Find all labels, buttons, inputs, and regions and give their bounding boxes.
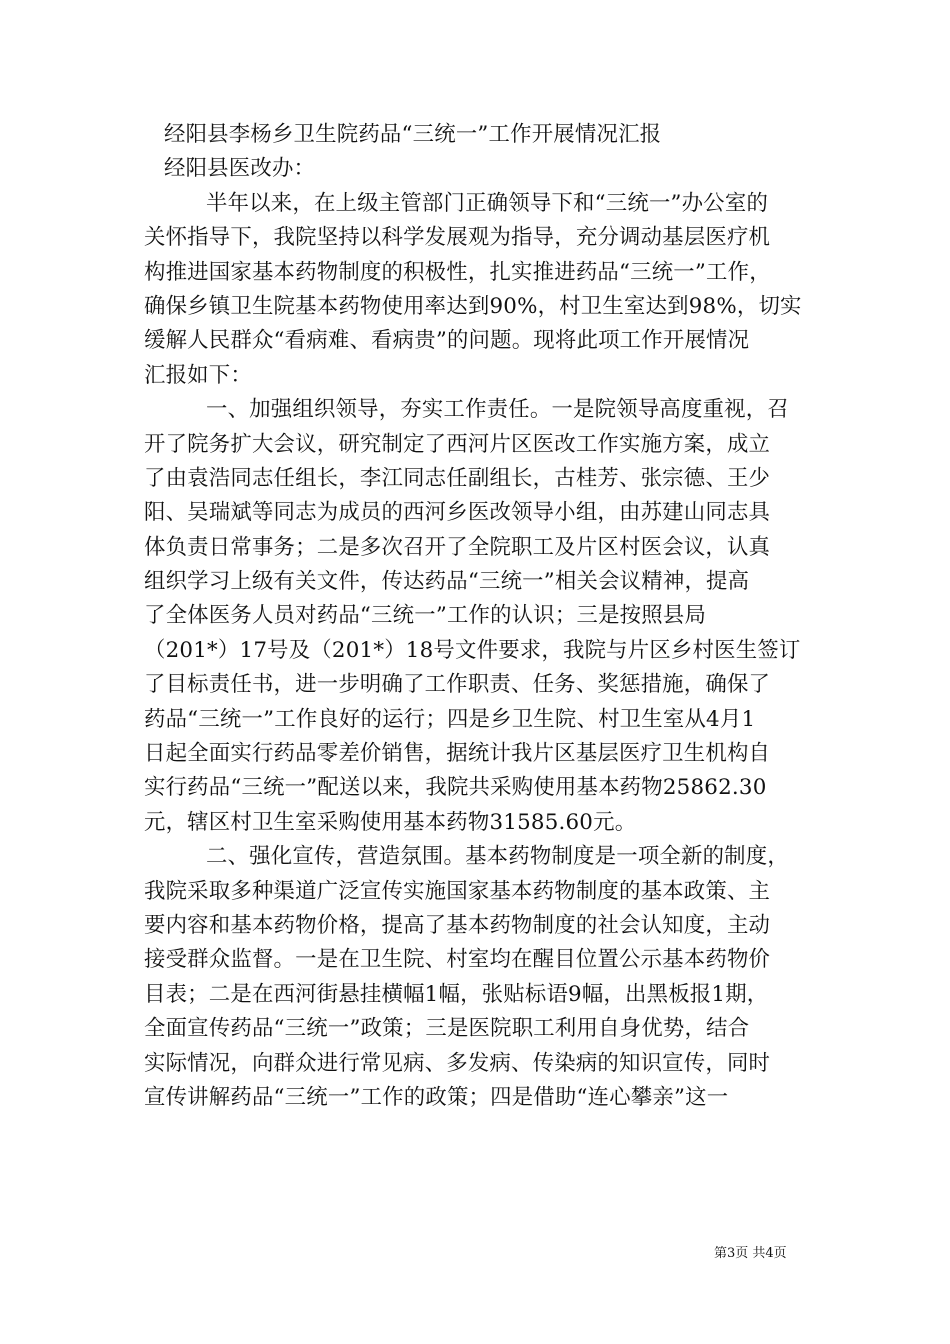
section-one-line: 组织学习上级有关文件，传达药品“三统一”相关会议精神，提高 (144, 569, 750, 595)
section-two-line: 二、强化宣传，营造氛围。基本药物制度是一项全新的制度， (206, 844, 789, 870)
paragraph-intro-line: 半年以来，在上级主管部门正确领导下和“三统一”办公室的 (206, 190, 769, 216)
section-two-line: 全面宣传药品“三统一”政策；三是医院职工利用自身优势，结合 (144, 1016, 750, 1042)
section-two-line: 要内容和基本药物价格，提高了基本药物制度的社会认知度，主动 (144, 912, 771, 938)
section-one-line: 实行药品“三统一”配送以来，我院共采购使用基本药物25862.30 (144, 775, 767, 801)
section-one-line: 阳、吴瑞斌等同志为成员的西河乡医改领导小组，由苏建山同志具 (144, 500, 771, 526)
paragraph-intro-line: 缓解人民群众“看病难、看病贵”的问题。现将此项工作开展情况 (144, 328, 750, 354)
section-one-line: 体负责日常事务；二是多次召开了全院职工及片区村医会议，认真 (144, 534, 771, 560)
section-one-line: 开了院务扩大会议，研究制定了西河片区医改工作实施方案，成立 (144, 431, 771, 457)
section-one-line: 元，辖区村卫生室采购使用基本药物31585.60元。 (144, 809, 637, 835)
salutation: 经阳县医改办： (164, 156, 316, 182)
section-one-line: 日起全面实行药品零差价销售，据统计我片区基层医疗卫生机构自 (144, 741, 771, 767)
section-one-line: 一、加强组织领导，夯实工作责任。一是院领导高度重视，召 (206, 397, 789, 423)
section-two-line: 我院采取多种渠道广泛宣传实施国家基本药物制度的基本政策、主 (144, 878, 771, 904)
section-two-line: 宣传讲解药品“三统一”工作的政策；四是借助“连心攀亲”这一 (144, 1084, 729, 1110)
section-one-line: （201*）17号及（201*）18号文件要求，我院与片区乡村医生签订 (144, 637, 801, 663)
paragraph-intro-line: 关怀指导下，我院坚持以科学发展观为指导，充分调动基层医疗机 (144, 225, 771, 251)
section-one-line: 了目标责任书，进一步明确了工作职责、任务、奖惩措施，确保了 (144, 672, 771, 698)
section-two-line: 目表；二是在西河街悬挂横幅1幅，张贴标语9幅，出黑板报1期， (144, 981, 769, 1007)
paragraph-intro-line: 汇报如下： (144, 362, 252, 388)
section-one-line: 了全体医务人员对药品“三统一”工作的认识；三是按照县局 (144, 603, 707, 629)
document-body (144, 118, 816, 1115)
section-one-line: 了由袁浩同志任组长，李江同志任副组长，古桂芳、张宗德、王少 (144, 465, 771, 491)
section-one-line: 药品“三统一”工作良好的运行；四是乡卫生院、村卫生室从4月1 (144, 706, 756, 732)
section-two-line: 实际情况，向群众进行常见病、多发病、传染病的知识宣传，同时 (144, 1050, 771, 1076)
page-number-footer: 第3页 共4页 (714, 1246, 787, 1261)
section-two-line: 接受群众监督。一是在卫生院、村室均在醒目位置公示基本药物价 (144, 947, 771, 973)
paragraph-intro-line: 确保乡镇卫生院基本药物使用率达到90%，村卫生室达到98%，切实 (144, 293, 802, 319)
document-title: 经阳县李杨乡卫生院药品“三统一”工作开展情况汇报 (164, 122, 662, 147)
paragraph-intro-line: 构推进国家基本药物制度的积极性，扎实推进药品“三统一”工作， (144, 259, 771, 285)
